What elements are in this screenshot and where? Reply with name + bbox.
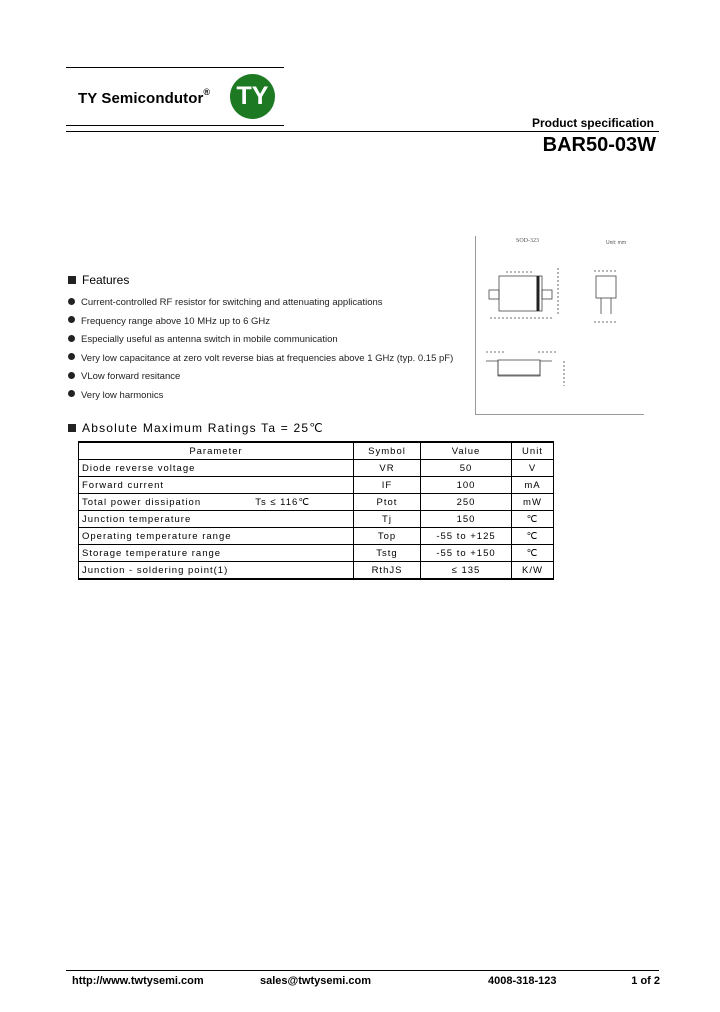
cell-symbol: Tj xyxy=(354,511,421,528)
footer-page-number: 1 of 2 xyxy=(631,975,660,987)
cell-value: 100 xyxy=(421,477,512,494)
bullet-icon xyxy=(68,335,75,342)
bottom-view-body xyxy=(498,360,540,375)
features-heading xyxy=(68,273,129,287)
feature-text: Frequency range above 10 MHz up to 6 GHz xyxy=(81,315,271,327)
header-top-rule xyxy=(66,67,284,68)
ratings-heading xyxy=(68,421,324,435)
feature-item xyxy=(68,387,468,406)
footer-rule xyxy=(66,970,659,971)
package-diagram xyxy=(475,236,644,415)
company-logo xyxy=(230,74,275,119)
header-value: Value xyxy=(421,442,512,460)
table-row xyxy=(79,545,554,562)
footer-website-link[interactable]: http://www.twtysemi.com xyxy=(72,975,204,987)
feature-text: Especially useful as antenna switch in mobile communication xyxy=(81,334,338,345)
cell-unit: ℃ xyxy=(512,511,554,528)
header-symbol: Symbol xyxy=(354,442,421,460)
table-row xyxy=(79,562,554,580)
logo-text: TY xyxy=(236,82,269,110)
cell-value: 250 xyxy=(421,494,512,511)
cell-parameter xyxy=(79,477,354,494)
cell-parameter xyxy=(79,528,354,545)
cell-value: 150 xyxy=(421,511,512,528)
bottom-view-leads xyxy=(486,361,552,376)
table-row xyxy=(79,511,554,528)
unit-label: Unit: mm xyxy=(606,240,626,246)
header-full-rule xyxy=(66,131,659,132)
bullet-icon xyxy=(68,372,75,379)
cell-symbol: IF xyxy=(354,477,421,494)
cell-symbol: VR xyxy=(354,460,421,477)
document-type: Product specification xyxy=(531,116,654,130)
feature-item xyxy=(68,368,468,387)
ratings-title: Absolute Maximum Ratings Ta = 25℃ xyxy=(82,421,324,435)
cell-value: -55 to +125 xyxy=(421,528,512,545)
top-view-lead-right xyxy=(542,290,552,299)
package-label: SOD-323 xyxy=(516,238,540,244)
bullet-icon xyxy=(68,316,75,323)
top-view-lead-left xyxy=(489,290,499,299)
cell-value: ≤ 135 xyxy=(421,562,512,580)
cell-unit: K/W xyxy=(512,562,554,580)
cell-parameter xyxy=(79,511,354,528)
footer-email-link[interactable]: sales@twtysemi.com xyxy=(260,975,371,987)
table-row xyxy=(79,477,554,494)
top-view-body xyxy=(499,276,542,311)
cell-unit: mA xyxy=(512,477,554,494)
bullet-icon xyxy=(68,353,75,360)
part-number: BAR50-03W xyxy=(542,134,656,156)
cell-value: 50 xyxy=(421,460,512,477)
table-row xyxy=(79,528,554,545)
side-view-body xyxy=(596,276,616,298)
feature-text: Current-controlled RF resistor for switching and attenuating applications xyxy=(81,297,383,308)
cell-symbol: RthJS xyxy=(354,562,421,580)
parameter-text: Storage temperature range xyxy=(82,547,222,559)
cell-parameter xyxy=(79,562,354,580)
parameter-text: Forward current xyxy=(82,479,165,491)
cell-symbol: Ptot xyxy=(354,494,421,511)
parameter-text: Total power dissipation xyxy=(82,496,202,508)
cell-unit: ℃ xyxy=(512,528,554,545)
bullet-icon xyxy=(68,390,75,397)
feature-item xyxy=(68,350,468,369)
registered-mark: ® xyxy=(203,87,211,97)
cell-unit: mW xyxy=(512,494,554,511)
feature-text: VLow forward resitance xyxy=(81,371,181,382)
cell-symbol: Top xyxy=(354,528,421,545)
features-list xyxy=(68,294,468,405)
cell-parameter xyxy=(79,460,354,477)
feature-item xyxy=(68,294,468,313)
parameter-text: Diode reverse voltage xyxy=(82,462,196,474)
header-parameter: Parameter xyxy=(79,442,354,460)
cell-unit: V xyxy=(512,460,554,477)
header-unit: Unit xyxy=(512,442,554,460)
square-bullet-icon xyxy=(68,276,76,284)
cell-symbol: Tstg xyxy=(354,545,421,562)
table-row xyxy=(79,460,554,477)
ratings-table xyxy=(78,441,554,580)
feature-text: Very low capacitance at zero volt reverse bias at frequencies above 1 GHz (typ. 0.15 pF) xyxy=(81,352,454,364)
header-mid-rule xyxy=(66,125,284,126)
cell-unit: ℃ xyxy=(512,545,554,562)
parameter-text: Junction - soldering point(1) xyxy=(82,564,229,576)
feature-text: Very low harmonics xyxy=(81,389,164,401)
table-row xyxy=(79,494,554,511)
parameter-text: Junction temperature xyxy=(82,513,192,525)
features-title: Features xyxy=(82,273,130,287)
bullet-icon xyxy=(68,298,75,305)
parameter-condition: Ts ≤ 116℃ xyxy=(255,496,310,508)
feature-item xyxy=(68,313,468,332)
footer-phone: 4008-318-123 xyxy=(488,975,557,987)
cell-parameter xyxy=(79,545,354,562)
company-name: TY Semicondutor® xyxy=(78,87,211,107)
package-outline-drawing xyxy=(476,236,644,414)
cell-parameter xyxy=(79,494,354,511)
parameter-text: Operating temperature range xyxy=(82,530,232,542)
square-bullet-icon xyxy=(68,424,76,432)
cell-value: -55 to +150 xyxy=(421,545,512,562)
feature-item xyxy=(68,331,468,350)
table-header-row xyxy=(79,442,554,460)
